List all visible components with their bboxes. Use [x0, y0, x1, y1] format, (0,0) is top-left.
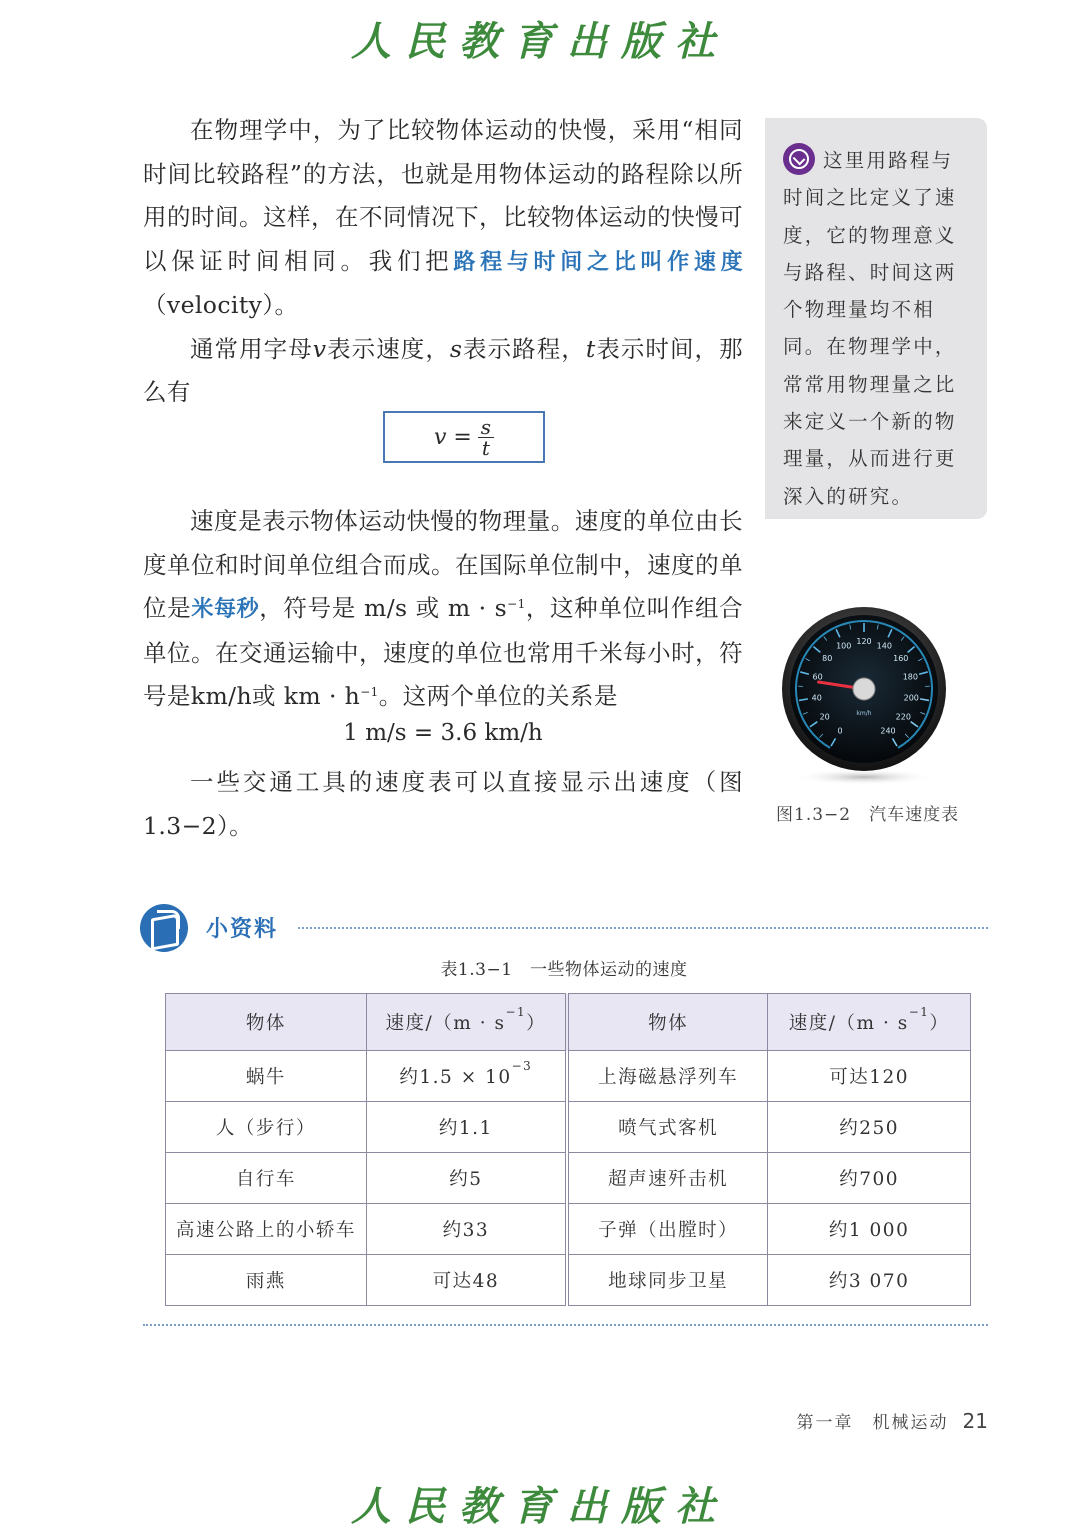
speed-table [165, 993, 971, 1306]
main-body-text-2 [143, 500, 743, 719]
gauge-tick-label: 140 [877, 641, 892, 650]
cell-object: 超声速歼击机 [567, 1153, 768, 1204]
symbol-t: t [586, 335, 596, 363]
speedometer-figure [780, 605, 948, 790]
gauge-tick-label: 240 [880, 727, 895, 736]
p2-text-a: 通常用字母 [190, 335, 313, 363]
p1-text-a: 在物理学中，为了比较物体运动的快慢，采用“相同时间比较路程”的方法，也就是用物体运动的路程除以所用的时间。这样，在不同情况下，比较物体运动的快慢可以保证时间相同。我们把 [143, 116, 743, 275]
symbol-s: s [450, 335, 462, 363]
paragraph-speedometer: 一些交通工具的速度表可以直接显示出速度（图1.3−2）。 [143, 761, 743, 848]
table-header-row [166, 994, 971, 1051]
gauge-unit-label: km/h [856, 710, 871, 717]
p2-text-c: 表示路程， [462, 335, 585, 363]
cell-object: 自行车 [166, 1153, 367, 1204]
table-row [166, 1051, 971, 1102]
gauge-tick-label: 160 [893, 654, 908, 663]
table-row [166, 1102, 971, 1153]
main-body-text-3 [143, 761, 743, 848]
cell-speed: 约1 000 [768, 1204, 971, 1255]
cell-speed: 约3 070 [768, 1255, 971, 1306]
cell-object: 蜗牛 [166, 1051, 367, 1102]
cell-object: 上海磁悬浮列车 [567, 1051, 768, 1102]
paragraph-speed-definition [143, 109, 743, 328]
note-check-icon [783, 143, 815, 175]
info-section-header [140, 900, 990, 956]
formula-fraction [478, 417, 494, 458]
cell-speed: 约1.1 [366, 1102, 567, 1153]
unit-conversion-equation: 1 m/s = 3.6 km/h [143, 720, 743, 746]
cell-speed: 约250 [768, 1102, 971, 1153]
gauge-hub [853, 678, 875, 700]
exponent-s: −1 [507, 597, 526, 611]
p3-text-a: 速度是表示物体运动快慢的物理量。速度的单位由长度单位和时间单位组合而成。在国际单位制中，速度的单位是 [143, 507, 743, 622]
info-divider [298, 927, 988, 929]
book-icon [140, 904, 188, 952]
header-object-1: 物体 [166, 994, 367, 1051]
table-row [166, 1153, 971, 1204]
paragraph-units [143, 500, 743, 719]
figure-caption: 图1.3−2 汽车速度表 [776, 800, 986, 825]
unit-name-highlight: 米每秒 [191, 597, 259, 622]
p2-text-d: 表示时间，那么有 [143, 335, 743, 407]
cell-speed: 约33 [366, 1204, 567, 1255]
publisher-watermark-top: 人民教育出版社 [0, 10, 1080, 67]
header-object-2: 物体 [567, 994, 768, 1051]
speed-definition-highlight: 路程与时间之比叫作速度 [453, 250, 743, 275]
info-title: 小资料 [206, 912, 278, 943]
p1-text-b: （velocity）。 [143, 291, 298, 319]
chapter-label: 第一章 机械运动 [797, 1413, 949, 1433]
cell-object: 人（步行） [166, 1102, 367, 1153]
table-row [166, 1255, 971, 1306]
exponent-h: −1 [360, 685, 379, 699]
symbol-v: v [313, 335, 327, 363]
p3-text-b: ，符号是 m/s 或 m · s [259, 594, 507, 622]
gauge-tick-label: 60 [813, 673, 823, 682]
formula-numerator: s [478, 417, 494, 438]
paragraph-symbols [143, 328, 743, 415]
speedometer-svg [780, 605, 948, 790]
p3-text-c: ，这种单位叫作组合单位。在交通运输中，速度的单位也常用千米每小时，符号是km/h或 km · h [143, 594, 743, 710]
gauge-tick-label: 180 [903, 673, 918, 682]
page-footer [700, 1408, 988, 1433]
gauge-tick-label: 0 [837, 727, 842, 736]
p2-text-b: 表示速度， [326, 335, 449, 363]
gauge-tick-label: 20 [820, 713, 830, 722]
gauge-tick-label: 80 [822, 654, 832, 663]
cell-speed: 可达48 [366, 1255, 567, 1306]
table-caption: 表1.3−1 一些物体运动的速度 [0, 955, 1080, 980]
p3-text-d: 。这两个单位的关系是 [379, 682, 618, 710]
header-speed-2: 速度$/(m \cdot s^{-1})$ [768, 994, 971, 1051]
table-row [166, 1204, 971, 1255]
gauge-tick-label: 220 [896, 713, 911, 722]
publisher-watermark-bottom: 人民教育出版社 [0, 1475, 1080, 1532]
sidenote-box [765, 118, 987, 519]
speed-formula-box [383, 411, 545, 463]
formula-denominator: t [482, 438, 490, 458]
gauge-tick-label: 120 [856, 637, 871, 646]
cell-object: 高速公路上的小轿车 [166, 1204, 367, 1255]
section-bottom-divider [143, 1324, 988, 1326]
sidenote-text: 这里用路程与时间之比定义了速度，它的物理意义与路程、时间这两个物理量均不相同。在物理学中，常常用物理量之比来定义一个新的物理量，从而进行更深入的研究。 [783, 149, 957, 508]
cell-speed: 约700 [768, 1153, 971, 1204]
gauge-tick-label: 200 [904, 693, 919, 702]
page-number: 21 [963, 1409, 988, 1433]
cell-object: 喷气式客机 [567, 1102, 768, 1153]
main-body-text [143, 109, 743, 415]
formula-lhs: v = [434, 425, 472, 450]
cell-object: 子弹（出膛时） [567, 1204, 768, 1255]
cell-speed: 约5 [366, 1153, 567, 1204]
cell-object: 地球同步卫星 [567, 1255, 768, 1306]
cell-speed: 可达120 [768, 1051, 971, 1102]
header-speed-1: 速度$/(m \cdot s^{-1})$ [366, 994, 567, 1051]
cell-speed: 约$1.5 \times 10^{-3}$ [366, 1051, 567, 1102]
cell-object: 雨燕 [166, 1255, 367, 1306]
gauge-shadow [794, 769, 934, 785]
gauge-tick-label: 40 [812, 693, 822, 702]
gauge-tick-label: 100 [836, 641, 851, 650]
